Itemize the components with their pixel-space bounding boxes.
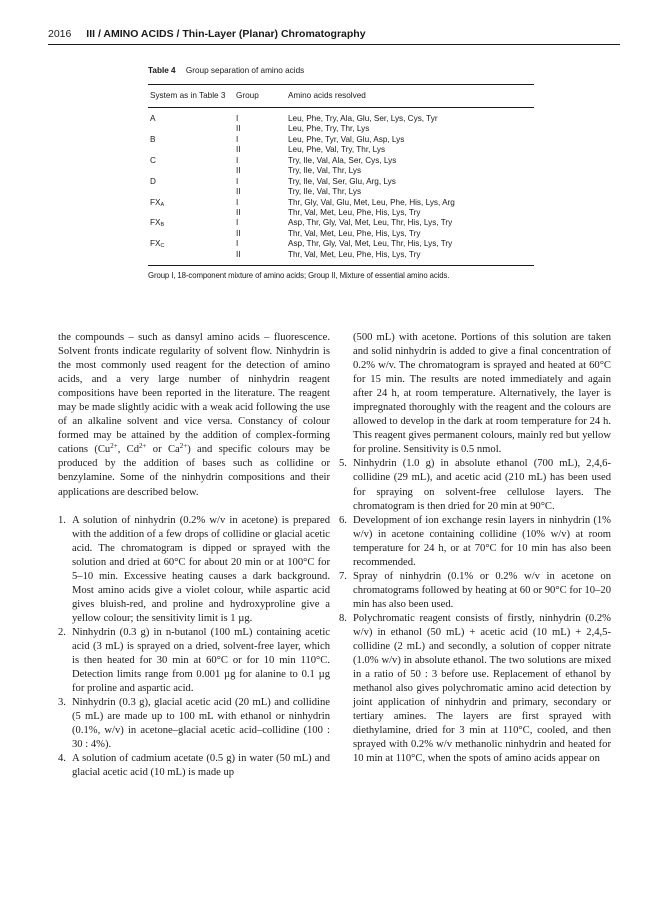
acids-cell: Try, Ile, Val, Thr, Lys [288, 166, 362, 176]
group-cell: I [236, 239, 239, 249]
list-item [58, 752, 330, 780]
group-cell: I [236, 197, 239, 207]
list-item-number: 2. [58, 626, 66, 638]
table-row [148, 114, 534, 124]
acids-cell: Try, Ile, Val, Ala, Ser, Cys, Lys [288, 155, 397, 165]
system-cell [148, 187, 236, 197]
table-row [148, 124, 534, 134]
ninhydrin-list-right [339, 457, 611, 766]
page-number: 2016 [48, 28, 72, 40]
list-item-number: 1. [58, 514, 66, 526]
table-row [148, 166, 534, 176]
running-title: III / AMINO ACIDS / Thin-Layer (Planar) Chromatography [86, 28, 366, 40]
table-row [148, 145, 534, 155]
list-item-number: 6. [339, 514, 347, 526]
system-cell: C [150, 155, 156, 165]
table-body [148, 108, 534, 265]
system-cell [148, 208, 236, 218]
table-caption-label: Table 4 [148, 66, 176, 75]
column-header-group: Group [236, 91, 259, 100]
acids-cell: Leu, Phe, Try, Ala, Glu, Ser, Lys, Cys, Tyr [288, 114, 438, 123]
list-item [339, 514, 611, 570]
list-item [339, 612, 611, 767]
system-cell [148, 166, 236, 176]
table-row [148, 177, 534, 187]
acids-cell: Thr, Val, Met, Leu, Phe, His, Lys, Try [288, 207, 421, 217]
list-item [339, 570, 611, 612]
intro-paragraph: the compounds – such as dansyl amino acids – fluorescence. Solvent fronts indicate regularity of solvent flow. Ninhydrin is the most commonly used reagent for the detection of amino acids, and a very large number of ninhydrin reagent compositions have been reported in the literature. The reagent may be made slightly acidic with a weak acid following the use of an alkaline solvent and vice versa. Constancy of colour formed may be attained by the addition of complex-forming cations ($Cu^{2+}$, $Cd^{2+}$ or $Ca^{2+}$) and specific colours may be produced by the addition of bases such as collidine or benzylamine. Some of the ninhydrin compositions and their applications are described below. [58, 332, 331, 498]
acids-cell: Leu, Phe, Try, Thr, Lys [288, 124, 370, 134]
group-cell: I [236, 218, 239, 228]
acids-cell: Leu, Phe, Tyr, Val, Glu, Asp, Lys [288, 134, 405, 144]
superscript: 2+ [110, 442, 118, 451]
list-item-text: A solution of cadmium acetate (0.5 g) in water (50 mL) and glacial acetic acid (10 mL) is made up [72, 753, 330, 779]
system-cell [148, 229, 236, 239]
system-cell: B [150, 134, 156, 144]
list-item-4-continuation: (500 mL) with acetone. Portions of this solution are taken and solid ninhydrin is added to give a final concentration of 0.2% w/v. The chromatogram is sprayed and heated at 60°C for 15 min. The results are noted immediately and again after 24 h, at room temperature. Alternatively, the layer is impregnated thoroughly with the reagent and the colours are allowed to develop in the dark at room temperature for 24 h. This reagent gives permanent colours, mainly red but yellow for proline. Sensitivity is 0.5 nmol. [353, 332, 611, 456]
ninhydrin-list-left [58, 514, 330, 781]
acids-cell: Thr, Gly, Val, Glu, Met, Leu, Phe, His, Lys, Arg [288, 197, 455, 207]
table-row [148, 187, 534, 197]
acids-cell: Asp, Thr, Gly, Val, Met, Leu, Thr, His, Lys, Try [288, 239, 453, 249]
list-item-text: Spray of ninhydrin (0.1% or 0.2% w/v in acetone on chromatograms followed by heating at 60 or 90°C for 10–20 min has also been used. [353, 570, 611, 610]
list-item [58, 626, 330, 696]
table-row [148, 156, 534, 166]
group-cell: II [236, 187, 241, 197]
system-cell: $FX_B$ [150, 218, 165, 229]
group-cell: II [236, 249, 241, 259]
table-row [148, 198, 534, 208]
system-cell [148, 145, 236, 155]
group-cell: I [236, 134, 239, 144]
acids-cell: Try, Ile, Val, Thr, Lys [288, 187, 362, 197]
system-cell: A [150, 114, 156, 123]
system-cell: $FX_A$ [150, 197, 165, 208]
column-header-system: System as in Table 3 [150, 91, 226, 100]
list-item-text: A solution of ninhydrin (0.2% w/v in acetone) is prepared with the addition of a few drops of collidine or glacial acetic acid. The chromatogram is dipped or sprayed with the solution and dried at 60°C for about 20 min or at 100°C for 5–10 min. Excessive heating causes a dark background. Most amino acids give a violet colour, while aspartic acid gives bluish-red, and proline and hydroxyproline give a yellow colour; the sensitivity limit is 1 µg. [72, 514, 330, 624]
list-item-text: Ninhydrin (0.3 g) in n-butanol (100 mL) containing acetic acid (3 mL) is sprayed on a dried, solvent-free layer, which is then heated for 30 min at 60°C or for 10 min 110°C. Detection limits range from 0.001 µg for alanine to 0.1 µg for proline and aspartic acid. [72, 626, 330, 695]
list-item [58, 696, 330, 752]
list-item [339, 457, 611, 513]
right-column [339, 331, 611, 766]
list-item-number: 4. [58, 753, 66, 765]
group-cell: II [236, 207, 241, 217]
header-rule [48, 44, 620, 45]
list-item-number: 8. [339, 612, 347, 624]
table-row [148, 229, 534, 239]
table-row [148, 218, 534, 228]
group-cell: II [236, 166, 241, 176]
table-row [148, 135, 534, 145]
system-cell [148, 124, 236, 134]
table-4 [148, 66, 534, 280]
list-item-text: Polychromatic reagent consists of firstly, ninhydrin (0.2% w/v) in ethanol (50 mL) + acetic acid (10 mL) + 2,4,5-collidine (2 mL) and secondly, a solution of copper nitrate (1.0% w/v) in absolute ethanol. The two solutions are mixed in a ratio of 50 : 3 before use. Replacement of ethanol by methanol also gives polychromatic amino acid detection by joint application of ninhydrin and primary, secondary or tertiary amines. The layers are first sprayed with diethylamine, dried for 3 min at 110°C, cooled, and then sprayed with 0.2% w/v methanolic ninhydrin and heated for 10 min at 110°C, when the spots of amino acids appear on [353, 612, 611, 765]
table-header-row [148, 85, 534, 107]
list-item-number: 7. [339, 570, 347, 582]
left-column [58, 331, 330, 780]
system-cell: D [150, 176, 156, 186]
list-item-text: Ninhydrin (1.0 g) in absolute ethanol (700 mL), 2,4,6-collidine (29 mL), and acetic acid (210 mL) has been used for spraying on solvent-free cellulose layers. The chromatogram is then dried for 20 min at 90°C. [353, 458, 611, 512]
table-row [148, 239, 534, 249]
table-row [148, 208, 534, 218]
acids-cell: Thr, Val, Met, Leu, Phe, His, Lys, Try [288, 228, 421, 238]
table-footnote: Group I, 18-component mixture of amino acids; Group II, Mixture of essential amino acids. [148, 271, 450, 281]
acids-cell: Leu, Phe, Val, Try, Thr, Lys [288, 145, 386, 155]
system-cell: $FX_C$ [150, 239, 165, 250]
list-item-text: Ninhydrin (0.3 g), glacial acetic acid (20 mL) and collidine (5 mL) are made up to 100 mL with ethanol or ninhydrin (0.1%, w/v) in acetone–glacial acetic acid–collidine (100 : 30 : 4%). [72, 697, 330, 751]
table-row [148, 250, 534, 260]
list-item-number: 3. [58, 697, 66, 709]
table-caption-text: Group separation of amino acids [185, 66, 305, 75]
group-cell: II [236, 228, 241, 238]
list-item [58, 514, 330, 626]
running-header [48, 28, 620, 40]
acids-cell: Try, Ile, Val, Ser, Glu, Arg, Lys [288, 176, 396, 186]
acids-cell: Asp, Thr, Gly, Val, Met, Leu, Thr, His, Lys, Try [288, 218, 453, 228]
group-cell: I [236, 176, 239, 186]
system-cell [148, 250, 236, 260]
list-item-number: 5. [339, 458, 347, 470]
list-item-text: Development of ion exchange resin layers in ninhydrin (1% w/v) in acetone containing collidine (10% w/v) at room temperature for 24 h, or at 70°C for 10 min has also been recommended. [353, 514, 611, 568]
group-cell: I [236, 114, 239, 123]
superscript: 2+ [179, 442, 188, 451]
superscript: 2+ [139, 442, 147, 451]
group-cell: I [236, 155, 239, 165]
column-header-acids: Amino acids resolved [288, 91, 366, 100]
group-cell: II [236, 145, 241, 155]
group-cell: II [236, 124, 241, 134]
acids-cell: Thr, Val, Met, Leu, Phe, His, Lys, Try [288, 249, 421, 259]
table-caption [148, 66, 534, 75]
